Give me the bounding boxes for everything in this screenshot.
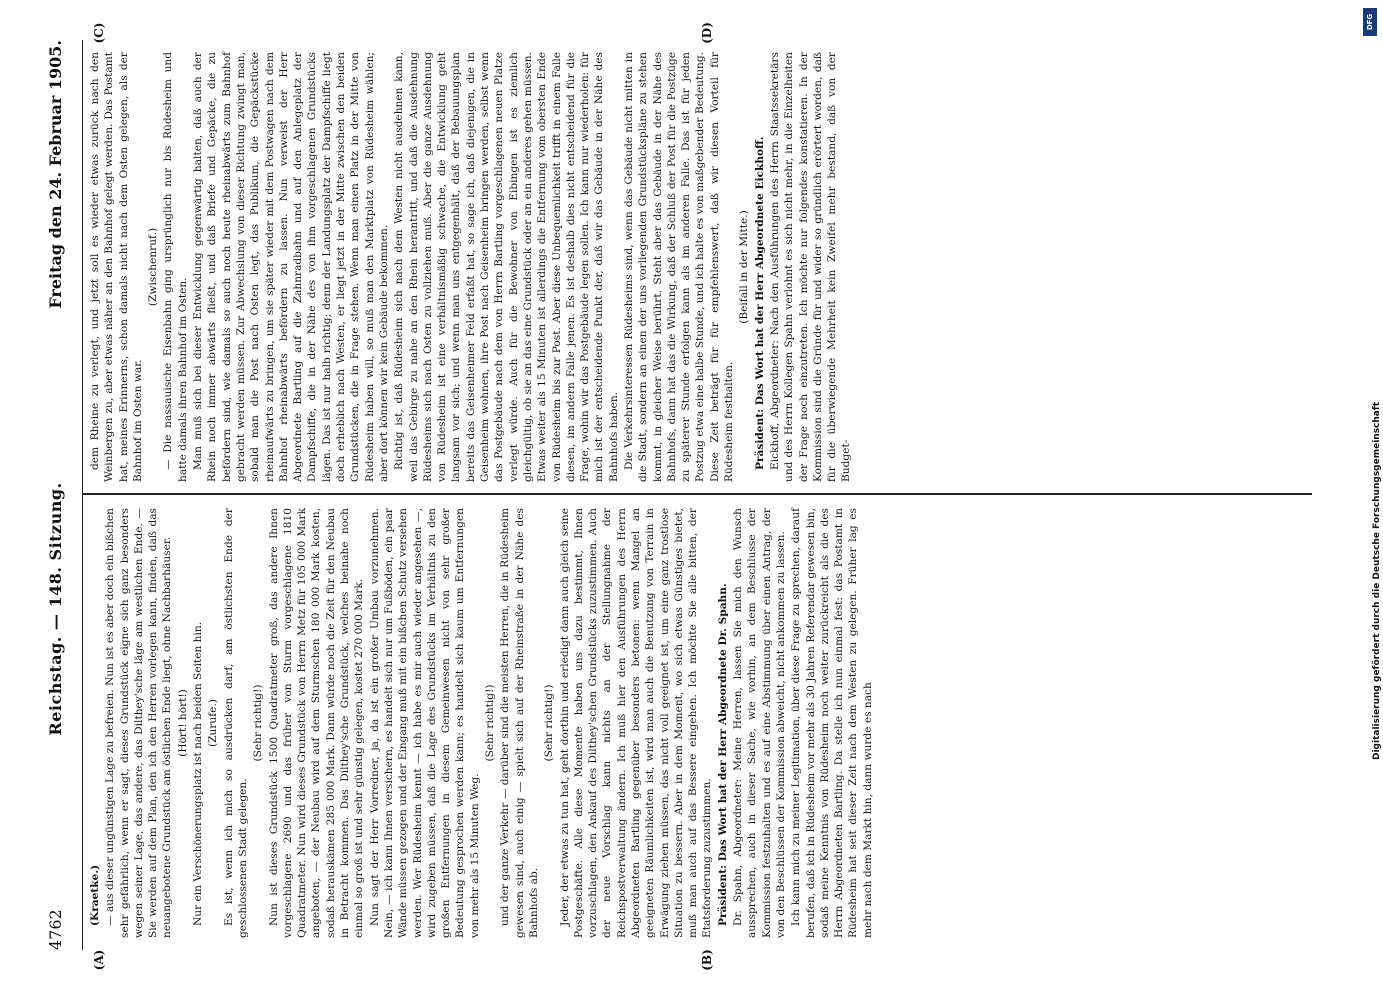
paragraph: Ich kann mich zu meiner Legitimation, über diese Frage zu sprechen, darauf berufen, daß ich in Rüdesheim vor mehr als 30 Jahren Referendar gewesen bin, sodaß meine Kenntnis von Rüdesheim noch weiter zurückreicht als die des Herrn Abgeordneten Bartling. Da stelle ich nun einmal fest: das Postamt in Rüdesheim hat seit dieser Zeit nach dem Westen zu gelegen. Früher lag es mehr nach dem Markt hin, dann wurde es nach — [790, 508, 874, 938]
left-column — [88, 508, 876, 938]
paragraph: Es ist, wenn ich mich so ausdrücken darf, am östlichsten Ende der geschlossenen Stadt gelegen. — [222, 508, 249, 938]
interjection: (Sehr richtig!) — [252, 684, 265, 762]
page-number: 4762 — [45, 909, 65, 950]
paragraph: Nun ist dieses Grundstück 1500 Quadratmeter groß, das andere Ihnen vorgeschlagene 2690 und das früher von Sturm vorgeschlagene 1810 Quadratmeter. Nun wird dieses Grundstück von Herrn Metz für 105 000 Mark angeboten, — der Neubau wird auf dem Sturmschen 180 000 Mark kosten, sodaß herauskämen 285 000 Mark. Dann würde noch die Zeit für den Neubau in Betracht kommen. Das Dilthey'sche Grundstück, welches beinahe noch einmal so groß ist und sehr günstig gelegen, kostet 270 000 Mark. — [267, 508, 366, 938]
paragraph: Man muß sich bei dieser Entwicklung gegenwärtig halten, daß auch der Rhein noch immer abwärts fließt, und daß Briefe und Gepäcke, die zu befördern sind, wie damals so auch noch heute rheinabwärts zum Bahnhof gebracht werden müssen. Zur Abwechslung von dieser Richtung zwingt man, sobald man die Post nach Osten legt, das Publikum, die Gepäckstücke rheinaufwärts zu bringen, um sie später wieder mit dem Postwagen nach dem Bahnhof rheinabwärts befördern zu lassen. Nun verweist der Herr Abgeordnete Bartling auf die Zahnradbahn und auf den Anlegeplatz der Dampfschiffe, die in der Nähe des von ihm vorgeschlagenen Grundstücks lägen. Das ist nur halb richtig; denn der Landungsplatz der Dampfschiffe liegt doch erheblich nach Westen, er liegt jetzt in der Mitte zwischen den beiden Grundstücken, die in Frage stehen. Wenn man einen Platz in der Mitte von Rüdesheim haben will, so muß man den Marktplatz von Rüdesheim wählen; aber dort können wir kein Gebäude bekommen. — [192, 52, 390, 482]
paragraph: — aus dieser ungünstigen Lage zu befreien. Nun ist es aber doch ein bißchen sehr gefährlich, wenn er sagt, dieses Grundstück eigne sich ganz besonders wegen seiner Lage, das andere, das Dilthey'sche läge am westlichen Ende. — Sie werden auf dem Plan, den ich den Herren vorlegen kann, finden, daß das neuangebotene Grundstück am östlichen Ende liegt, ohne Nachbarhäuser. — [104, 508, 174, 938]
paragraph: — Die nassauische Eisenbahn ging ursprünglich nur bis Rüdesheim und hatte damals ihren Bahnhof im Osten. — [162, 52, 189, 482]
side-note — [1360, 20, 1380, 980]
header-date: Freitag den 24. Februar 1905. — [45, 40, 65, 309]
interjection: (Zwischenruf.) — [147, 227, 160, 307]
header-rule — [82, 40, 83, 950]
paragraph: Dr. Spahn, Abgeordneter: Meine Herren, lassen Sie mich den Wunsch aussprechen, auch in dieser Sache, wie vorhin, an dem Beschlusse der Kommission festzuhalten und es auf eine Abstimmung über einen Antrag, der von den Beschlüssen der Kommission abweicht, nicht ankommen zu lassen. — [732, 508, 787, 938]
paragraph: Jeder, der etwas zu tun hat, geht dorthin und erledigt dann auch gleich seine Postgeschäfte. Alle diese Momente haben uns dazu bestimmt, Ihnen vorzuschlagen, den Ankauf des Dilthey'schen Grundstücks zuzustimmen. Auch der neue Vorschlag kann nichts an der Stellungnahme der Reichspostverwaltung ändern. Ich muß hier den Ausführungen des Herrn Abgeordneten Bartling gegenüber besonders betonen: wenn Mangel an geeigneten Räumlichkeiten ist, wird man auch die Benutzung von Terrain in Erwägung ziehen müssen, das nicht voll geeignet ist, um eine ganz trostlose Situation zu bessern. Aber in dem Moment, wo sich etwas Günstiges bietet, muß man auch auf das Bessere eingehen. Ich möchte Sie alle bitten, der Etatsforderung zuzustimmen. — [558, 508, 714, 938]
paragraph: Nun sagt der Herr Vorredner, ja, da ist ein großer Umbau vorzunehmen. Nein, — ich kann Ihnen versichern, es handelt sich nur um Fußböden, ein paar Wände müssen gezogen und der Eingang muß mit ein bißchen Schutz versehen werden. Wer Rüdesheim kennt — ich habe es mir auch wieder angesehen —, wird zugeben müssen, daß die Lage des Grundstücks im Verhältnis zu den großen Entfernungen in diesem Gemeinwesen nicht von sehr großer Bedeutung gesprochen werden kann; es handelt sich kaum um Entfernungen von mehr als 15 Minuten Weg. — [368, 508, 481, 938]
speaker-line: Präsident: Das Wort hat der Herr Abgeordnete Eickhoff. — [753, 136, 766, 470]
side-note-text: Digitalisierung gefördert durch die Deutsche Forschungsgemeinschaft — [1372, 401, 1382, 760]
header-title: Reichstag. — 148. Sitzung. — [45, 482, 65, 736]
margin-marker-d: (D) — [700, 22, 714, 44]
paragraph: Richtig ist, daß Rüdesheim sich nach dem Westen nicht ausdehnen kann, weil das Gebirge zu nahe an den Rhein herantritt, und daß die Ausdehnung Rüdesheims sich nach Osten zu vollziehen muß. Aber die ganze Ausdehnung von Rüdesheim ist eine verhältnismäßig schwache, die Entwicklung geht langsam vor sich; und wenn man uns entgegenhält, daß der Bebauungsplan bereits das Geisenheimer Feld erfaßt hat, so sage ich, daß diejenigen, die in Geisenheim wohnen, ihre Post nach Geisenheim bringen werden, selbst wenn das Postgebäude nach dem von Herrn Bartling vorgeschlagenen neuen Platze verlegt würde. Auch für die Bewohner von Eibingen ist es ziemlich gleichgültig, ob sie an das eine Grundstück oder an ein anderes gehen müssen. Etwas weiter als 15 Minuten ist allerdings die Entfernung vom obersten Ende von Rüdesheim bis zur Post. Aber diese Unbequemlichkeit trifft in einem Falle diesen, im andern Falle jenen. Es ist deshalb dies nicht entscheidend für die Frage, wohin wir das Postgebäude legen sollen. Ich kann nur wiederholen: für mich ist der entscheidende Punkt der, daß wir das Gebäude in der Nähe des Bahnhofs haben. — [393, 52, 620, 482]
margin-marker-c: (C) — [92, 22, 106, 44]
margin-marker-b: (B) — [700, 949, 714, 971]
paragraph: Nur ein Verschönerungsplatz ist nach beiden Seiten hin. — [192, 621, 205, 926]
paragraph: Die Verkehrsinteressen Rüdesheims sind, wenn das Gebäude nicht mitten in die Stadt, sondern an einen der uns vorliegenden Grundstückspläne zu stehen kommt, in gleicher Weise berührt. Steht aber das Gebäude in der Nähe des Bahnhofs, dann hat das die Wirkung, daß der Schluß der Post für die Postzüge zu späterer Stunde erfolgen kann als im anderen Falle. Das ist für jeden Postzug etwa eine halbe Stunde, und ich halte es von maßgebender Bedeutung. Diese Zeit beträgt für für empfehlenswert, daß wir diesen Vorteil für Rüdesheim festhalten. — [622, 52, 736, 482]
interjection: (Sehr richtig!) — [543, 684, 556, 762]
column-separator — [82, 493, 1312, 495]
interjection: (Sehr richtig!) — [484, 684, 497, 762]
paragraph: dem Rheine zu verlegt, und jetzt soll es wieder etwas zurück nach den Weinbergen zu, aber etwas näher an den Bahnhof gelegt werden. Das Postamt hat, meines Erinnerns, schon damals nicht nach dem Osten gelegen, als der Bahnhof im Osten war. — [89, 52, 144, 482]
speaker-line: Präsident: Das Wort hat der Herr Abgeordnete Dr. Spahn. — [716, 583, 729, 926]
margin-marker-a: (A) — [92, 949, 106, 971]
page-header — [40, 40, 70, 950]
interjection: (Zurufe.) — [207, 699, 220, 747]
paragraph: und der ganze Verkehr — darüber sind die meisten Herren, die in Rüdesheim gewesen sind, auch einig — spielt sich auf der Rheinstraße in der Nähe des Bahnhofs ab. — [499, 508, 540, 938]
interjection: (Beifall in der Mitte.) — [738, 210, 751, 324]
dfg-logo-text: DFG — [1366, 13, 1374, 31]
paragraph: Eickhoff, Abgeordneter: Nach den Ausführungen des Herrn Staatssekretärs und des Herrn Kollegen Spahn verlohnt es sich nicht mehr, in die Einzelheiten der Frage noch einzutreten. Ich möchte nur folgendes konstatieren. In der Kommission sind die Gründe für und wider so gründlich erörtert worden, daß für die überwiegende Mehrheit kein Zweifel mehr bestand, daß von der Budget- — [768, 52, 853, 482]
right-column — [88, 52, 855, 482]
interjection: (Hört! hört!) — [176, 689, 189, 757]
speaker-line: (Kraetke.) — [89, 864, 101, 926]
